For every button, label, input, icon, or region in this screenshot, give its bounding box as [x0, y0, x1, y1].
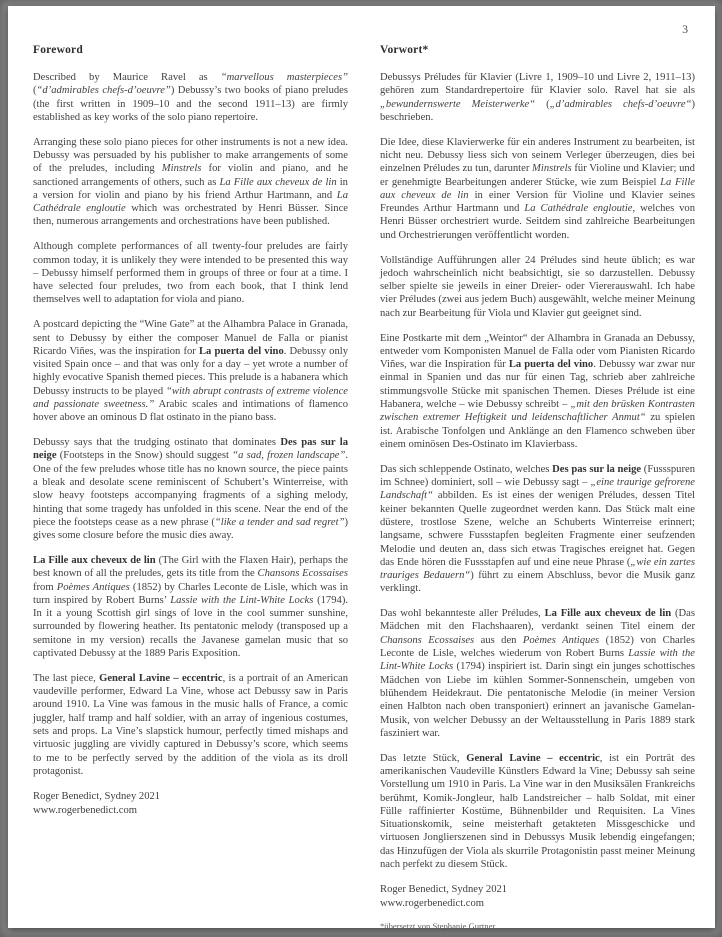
paragraph — [33, 554, 348, 660]
text-segment: Das sich schleppende Ostinato, welches — [380, 463, 553, 475]
text-segment: ) beschrieben. — [380, 98, 695, 123]
paragraph — [33, 318, 348, 424]
text-segment: General Lavine – eccentric — [99, 672, 223, 684]
paragraph — [380, 136, 695, 242]
text-segment: La Cathédrale engloutie — [524, 203, 633, 215]
text-segment: in einer Version für Violine und Klavier seines Freundes Arthur Hartmann und — [380, 189, 695, 215]
text-segment: „wie ein zartes trauriges Bedauern“ — [380, 556, 695, 582]
document-page — [8, 6, 715, 931]
text-segment: ) führt zu einem Abschluss, bevor die Musik ganz verklingt. — [380, 570, 695, 595]
text-segment: (Fussspuren im Schnee) dominiert, soll – wie Debussy sagt – — [380, 463, 695, 489]
text-segment: Minstrels — [161, 163, 202, 175]
paragraph — [380, 332, 695, 452]
signoff-author: Roger Benedict, Sydney 2021 — [33, 791, 161, 803]
content-columns — [33, 44, 695, 931]
text-segment: La Fille aux cheveux de lin — [380, 176, 696, 201]
paragraph — [380, 254, 695, 320]
text-segment: Lassie with the Lint-White Locks — [170, 594, 314, 606]
text-segment: Das wohl bekannteste aller Préludes, — [380, 608, 545, 620]
vorwort-column — [380, 44, 695, 931]
text-segment: (1794) inspiriert ist. Darin singt ein junges schottisches Mädchen von Liebe im kühlen Sommer-Sonnenschein, umgeben von blühendem Heidekraut. Die pentatonische Melodie (in meiner Version einen Halbton nach oben transponiert) erinnert an javanische Gamelan-Musik, von welcher Debussy an der Weltausstellung in Paris 1889 stark fasziniert war. — [380, 661, 695, 739]
paragraph — [33, 240, 348, 306]
text-segment: (1852) by Charles Leconte de Lisle, which was in turn inspired by Robert Burns’ — [33, 581, 348, 606]
text-segment: abbilden. Es ist eines der wenigen Préludes, dessen Titel keiner bekannten Quelle zugeordnet werden kann. Das Stück malt eine düstere, trostlose Szene, welche an Schuberts Winterreise erinnert; langsame, schwere Fussstapfen begleiten Fragmente einer seufzenden Melodie und deuten an, dass sich etwas Tragisches ereignet hat. Gegen das Ende hören die Fussstapfen auf und eine neue Phrase ( — [380, 490, 695, 568]
text-segment: Chansons Ecossaises — [380, 634, 475, 646]
text-segment: Eine Postkarte mit dem „Weintor“ der Alhambra in Granada an Debussy, entweder vom Komponisten Manuel de Falla oder vom Pianisten Ricardo Viñes, war die Inspiration für — [380, 332, 695, 371]
text-segment: ( — [535, 98, 550, 110]
text-segment: Poèmes Antiques — [56, 581, 130, 593]
paragraph — [380, 607, 695, 740]
text-segment: “marvellous masterpieces” — [220, 72, 348, 83]
text-segment: . One of the few preludes whose title has no known source, the piece paints a bleak and desolate scene reminiscent of Schubert’s Winterreise, with slow heavy footsteps accompanying fragments of a sighing melody, hinting that some tragedy has unfolded in this scene. Near the end of the piece the footsteps cease as a new phrase ( — [33, 450, 348, 528]
text-segment: Minstrels — [532, 163, 572, 175]
text-segment: Debussys Préludes für Klavier (Livre 1, 1909–10 und Livre 2, 1911–13) gehören zum Standardrepertoire für Klavier solo. Ravel hat sie als — [380, 72, 695, 97]
foreword-heading: Foreword — [33, 44, 83, 56]
vorwort-signoff — [380, 883, 695, 910]
text-segment: zu spielen ist. Arabische Tonfolgen und Anklänge an den Flamenco schweben über einem ominösen Des-Ostinato im Klavierbass. — [380, 412, 695, 450]
text-segment: (The Girl with the Flaxen Hair), perhaps the best known of all the preludes, gets its title from the — [33, 555, 348, 580]
paragraph — [380, 71, 695, 124]
text-segment: La Fille aux cheveux de lin — [544, 608, 672, 620]
text-segment: Lassie with the Lint-White Locks — [380, 648, 695, 673]
foreword-paragraphs — [33, 71, 348, 778]
text-segment: “like a tender and sad regret” — [214, 516, 345, 528]
text-segment: Debussy says that the trudging ostinato that dominates — [33, 437, 281, 449]
text-segment: Des pas sur la neige — [33, 437, 349, 462]
text-segment: “a sad, frozen landscape” — [232, 450, 346, 462]
text-segment: , is a portrait of an American vaudeville performer, Edward La Vine, whose act Debussy saw in Paris around 1910. La Vine was famous in the music halls of France, a comic juggler, half tramp and half soldier, with an array of ingenious costumes, sets and props. La Vine’s slapstick humour, perfectly timed mishaps and virtuosic juggling are vividly captured in Debussy’s score, which seems to me to be perfectly served by the addition of the viola as its droll protagonist. — [33, 672, 348, 777]
text-segment: La Cathédrale engloutie — [33, 189, 348, 215]
text-segment: . Debussy only visited Spain once – and that was only for a day – yet wrote a number of highly evocative Spanish themed pieces. This prelude is a habanera which Debussy instructs to be played — [33, 345, 348, 397]
text-segment: für Violine und Klavier; und er genehmigte Bearbeitungen anderer Stücke, wie zum Beispiel — [380, 163, 695, 188]
text-segment: which was orchestrated by Henri Büsser. Since then, numerous arrangements and orchestrations have been published. — [33, 203, 348, 228]
signoff-website: www.rogerbenedict.com — [380, 897, 485, 909]
text-segment: “d’admirables chefs-d’oeuvre” — [36, 85, 171, 97]
foreword-signoff — [33, 790, 348, 817]
paragraph — [33, 436, 348, 542]
text-segment: Arranging these solo piano pieces for other instruments is not a new idea. Debussy was persuaded by his publisher to make arrangements of some of the preludes, including — [33, 136, 348, 175]
text-segment: La puerta del vino — [508, 359, 594, 371]
text-segment: , ist ein Porträt des amerikanischen Vaudeville Künstlers Edward la Vine; Debussy sah seine Vorstellung um 1910 in Paris. La Vine war in den Musiksälen Frankreichs berühmt, Komik-Jongleur, halb Landstreicher – halb Soldat, mit einer Fülle raffinierter Kostüme, Bühnenbilder und Requisiten. La Vines Situationskomik, seine meisterhaft getakteten Missgeschicke und virtuosen Jonglierszenen sind in Debussys Musik lebendig eingefangen; das Hinzufügen der Viola als skurrile Protagonistin passt meiner Meinung nach perfekt zu diesem Stück. — [380, 752, 695, 871]
text-segment: “with abrupt contrasts of extreme violence and passionate sweetness.” — [33, 385, 348, 411]
text-segment: „bewundernswerte Meisterwerke“ — [380, 98, 536, 110]
text-segment: (1852) von Charles Leconte de Lisle, welches wiederum von Robert Burns — [380, 634, 695, 660]
paragraph — [33, 136, 348, 229]
text-segment: aus den — [474, 634, 523, 646]
text-segment: Arabic scales and intimations of flamenco hover above an ominous D flat ostinato in the piano bass. — [33, 399, 348, 424]
paragraph — [380, 463, 695, 596]
text-segment: Die Idee, diese Klavierwerke für ein anderes Instrument zu bearbeiten, ist nicht neu. Debussy liess sich von seinem Verleger überzeugen, dies bei einzelnen Préludes zu tun, darunter — [380, 136, 695, 175]
text-segment: „d’admirables chefs-d’oeuvre“ — [549, 98, 692, 110]
text-segment: La puerta del vino — [198, 345, 284, 357]
paragraph — [33, 672, 348, 778]
text-segment: A postcard depicting the “Wine Gate” at the Alhambra Palace in Granada, sent to Debussy by either the composer Manuel de Falla or pianist Ricardo Viñes, was the inspiration for — [33, 319, 348, 357]
text-segment: ( — [33, 85, 37, 97]
text-segment: La Fille aux cheveux de lin — [33, 555, 156, 566]
text-segment: (1794). In it a young Scottish girl sings of love in the cool summer sunshine, surrounded by flowering heather. Its pentatonic melody (transposed up a semitone in my version) recalls the Javanese gamelan music that so captivated Debussy at the 1889 Paris Exposition. — [33, 594, 348, 660]
text-segment: from — [33, 581, 57, 593]
text-segment: La Fille aux cheveux de lin — [219, 176, 337, 188]
text-segment: , welches von Henri Büsser orchestriert wurde. Seitdem sind zahlreiche Bearbeitungen und Orchestrierungen veröffentlicht worden. — [380, 203, 695, 241]
vorwort-paragraphs — [380, 71, 695, 871]
text-segment: Poèmes Antiques — [522, 634, 600, 646]
text-segment: ) Debussy’s two books of piano preludes (the first written in 1909–10 and the second 1911–13) are firmly established as key works of the solo piano repertoire. — [33, 85, 348, 123]
text-segment: (Das Mädchen mit den Flachshaaren), verdankt seinen Titel einem der — [380, 608, 695, 633]
text-segment: (Footsteps in the Snow) should suggest — [56, 450, 233, 462]
translation-footnote: *übersetzt von Stephanie Gurtner — [380, 920, 496, 931]
text-segment: Although complete performances of all twenty-four preludes are fairly common today, it is unlikely they were intended to be presented this way – Debussy himself performed them in groups of three or four at a time. I have selected four preludes, two from each book, that I think lend themselves well to adaptation for viola and piano. — [33, 241, 348, 306]
text-segment: Described by Maurice Ravel as — [33, 72, 221, 83]
text-segment: in a version for violin and piano by his friend Arthur Hartmann, and — [33, 176, 348, 201]
text-segment: . Debussy war zwar nur einmal in Spanien und das nur für einen Tag, schrieb aber zahlreiche stimmungsvolle Stücke mit spanischen Themen. Dieses Prélude ist eine Habanera, welche – wie Debussy schreibt – — [380, 359, 695, 411]
foreword-column — [33, 44, 348, 931]
text-segment: Vollständige Aufführungen aller 24 Préludes sind heute üblich; es war jedoch wahrscheinlich nicht beabsichtigt, sie so darzustellen. Debussy selber spielte sie jeweils in einer Dreier- oder Viererauswahl. Ich habe vier Préludes (zwei aus jedem Buch) ausgewählt, welche meiner Meinung nach zur Bearbeitung für Viola und Klavier gut geeignet sind. — [380, 254, 695, 319]
text-segment: ) gives some closure before the music dies away. — [33, 516, 349, 542]
text-segment: for violin and piano, and he sanctioned arrangements of others, such as — [33, 163, 348, 188]
text-segment: Des pas sur la neige — [552, 463, 642, 475]
text-segment: The last piece, — [33, 672, 100, 684]
text-segment: Das letzte Stück, — [380, 752, 467, 764]
text-segment: Chansons Ecossaises — [257, 568, 348, 580]
signoff-website: www.rogerbenedict.com — [33, 804, 138, 816]
paragraph — [33, 71, 348, 124]
page-number: 3 — [682, 24, 688, 36]
vorwort-heading: Vorwort* — [380, 44, 429, 56]
text-segment: „mit den brüsken Kontrasten zwischen extremer Heftigkeit und leidenschaftlicher Anmut“ — [380, 399, 695, 424]
paragraph — [380, 752, 695, 872]
text-segment: General Lavine – eccentric — [466, 752, 600, 764]
text-segment: „eine traurige gefrorene Landschaft“ — [380, 477, 695, 502]
signoff-author: Roger Benedict, Sydney 2021 — [380, 884, 508, 896]
